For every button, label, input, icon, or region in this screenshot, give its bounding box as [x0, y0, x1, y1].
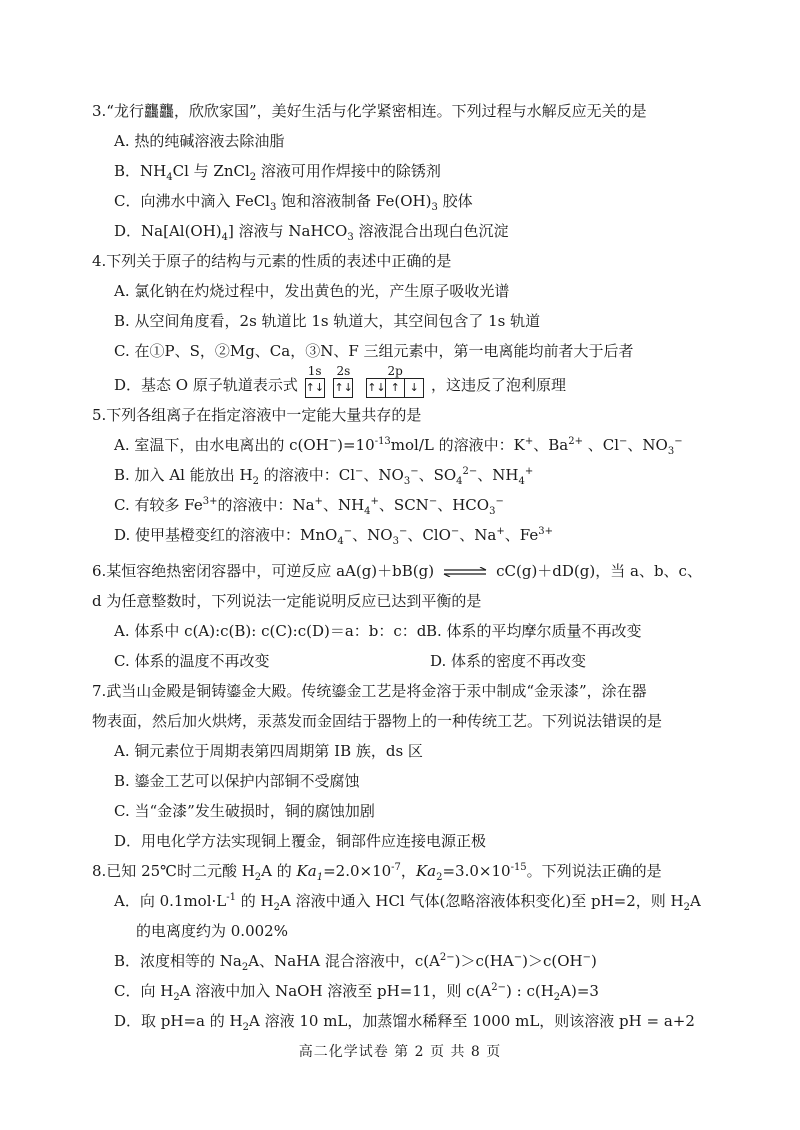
q5-option-a: A. 室温下，由水电离出的 $c(OH^-)=10^{-13}mol/L$ 的溶液中：K+、$Ba^{2+}$ 、Cl−、$NO_3^-$: [114, 436, 683, 457]
q4-option-b: B. 从空间角度看，2s 轨道比 1s 轨道大，其空间包含了 1s 轨道: [114, 312, 541, 330]
q6-option-a: A. 体系中 c(A):c(B): c(C):c(D)＝a：b：c：d: [114, 622, 427, 640]
q7-option-a: A. 铜元素位于周期表第四周期第 IB 族，ds 区: [114, 742, 423, 760]
q5-option-c: C. 有较多 $Fe^{3+}$的溶液中：Na+、$NH_4^+$、SCN−、$HCO_3^-$: [114, 496, 504, 517]
orbital-2s: 2s ↑↓: [333, 375, 353, 398]
q5-stem: 5.下列各组离子在指定溶液中一定能大量共存的是: [92, 406, 422, 424]
q5-option-b: B. 加入 Al 能放出 $H_2$ 的溶液中：Cl−、$NO_3^-$、$SO_4^{2-}$、$NH_4^+$: [114, 466, 534, 487]
q6-stem: 6.某恒容绝热密闭容器中，可逆反应 aA(g)＋bB(g) cC(g)＋dD(g)，当 a、b、c、: [92, 562, 702, 580]
page-footer: 高二化学试卷 第 2 页 共 8 页: [298, 1044, 502, 1060]
q4-option-c: C. 在①P、S，②Mg、Ca，③N、F 三组元素中，第一电离能均前者大于后者: [114, 342, 634, 360]
q8-option-a-cont: 的电离度约为 0.002%: [136, 922, 288, 940]
q4-stem: 4.下列关于原子的结构与元素的性质的表述中正确的是: [92, 252, 452, 270]
q3-option-a: A. 热的纯碱溶液去除油脂: [114, 132, 285, 150]
orbital-2p: 2p ↑↓ ↑ ↓: [366, 375, 424, 398]
q3-option-d: D．$Na[Al(OH)_4]$ 溶液与 NaHCO$_3$ 溶液混合出现白色沉淀: [114, 222, 509, 243]
q5-option-d: D. 使甲基橙变红的溶液中：MnO$_4$−、$NO_3^-$、ClO−、Na+、$Fe^{3+}$: [114, 526, 553, 547]
q4-option-a: A. 氯化钠在灼烧过程中，发出黄色的光，产生原子吸收光谱: [114, 282, 510, 300]
q8-option-c: C．向 $H_2A$ 溶液中加入 NaOH 溶液至 pH=11，则 $c(A^{2-})$ : $c(H_2A)=3$: [114, 982, 599, 1003]
q7-stem: 7.武当山金殿是铜铸鎏金大殿。传统鎏金工艺是将金溶于汞中制成“金汞漆”，涂在器: [92, 682, 647, 700]
q8-option-a: A．向 $0.1mol\cdot L^{-1}$ 的 $H_2A$ 溶液中通入 HCl 气体(忽略溶液体积变化)至 pH=2，则 $H_2A$: [114, 892, 701, 913]
q8-option-d: D．取 pH=a 的 $H_2A$ 溶液 10 mL，加蒸馏水稀释至 1000 mL，则该溶液 pH = a+2: [114, 1012, 695, 1033]
q7-stem-cont: 物表面，然后加火烘烤，汞蒸发而金固结于器物上的一种传统工艺。下列说法错误的是: [92, 712, 663, 730]
q7-option-d: D．用电化学方法实现铜上覆金，铜部件应连接电源正极: [114, 832, 487, 850]
equilibrium-arrow-icon: [442, 567, 488, 577]
q3-stem: 3.“龙行龘龘，欣欣家国”，美好生活与化学紧密相连。下列过程与水解反应无关的是: [92, 102, 647, 120]
q8-stem: 8.已知 25℃时二元酸 $H_2A$ 的 $Ka_1=2.0\times 10^{-7}$，$Ka_2=3.0\times 10^{-15}$。下列说法正确的是: [92, 862, 662, 883]
orbital-1s: 1s ↑↓: [305, 375, 325, 398]
q6-option-d: D. 体系的密度不再改变: [430, 652, 587, 670]
q3-option-c: C．向沸水中滴入 FeCl$_3$ 饱和溶液制备 $Fe(OH)_3$ 胶体: [114, 192, 473, 213]
q8-option-b: B．浓度相等的 $Na_2A$、NaHA 混合溶液中，$c(A^{2-})>c(HA^-)>c(OH^-)$: [114, 952, 597, 973]
q6-option-b: B. 体系的平均摩尔质量不再改变: [426, 622, 642, 640]
q6-option-c: C. 体系的温度不再改变: [114, 652, 270, 670]
q7-option-b: B. 鎏金工艺可以保护内部铜不受腐蚀: [114, 772, 360, 790]
q7-option-c: C. 当“金漆”发生破损时，铜的腐蚀加剧: [114, 802, 375, 820]
q3-option-b: B．$NH_4Cl$ 与 ZnCl$_2$ 溶液可用作焊接中的除锈剂: [114, 162, 441, 183]
q4-option-d: D．基态 O 原子轨道表示式 1s ↑↓ 2s ↑↓ 2p ↑↓ ↑ ↓ ，这违反了泡利原理: [114, 374, 566, 398]
q6-stem-cont: d 为任意整数时，下列说法一定能说明反应已达到平衡的是: [92, 592, 482, 610]
